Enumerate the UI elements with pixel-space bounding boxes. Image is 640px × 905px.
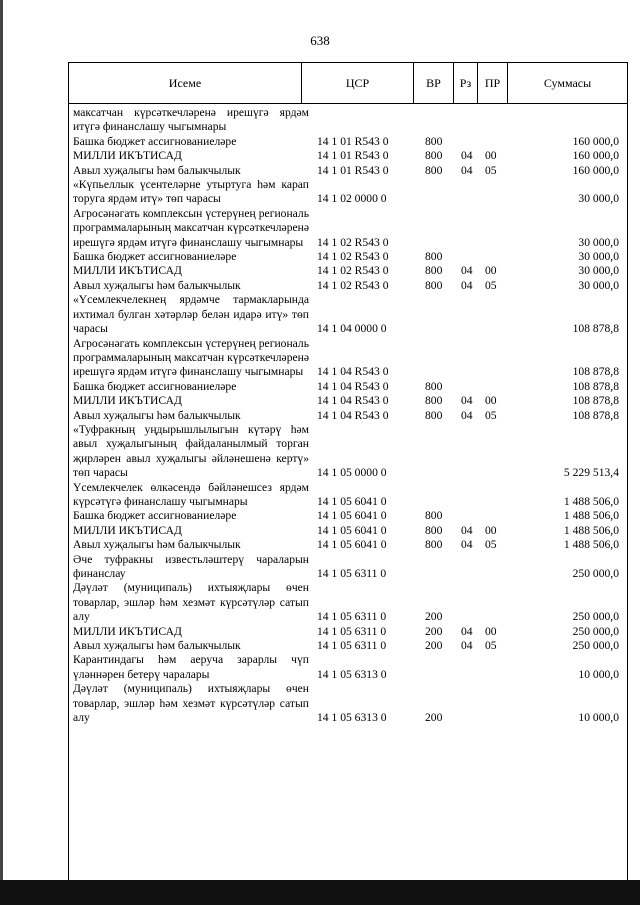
row-sum: 30 000,0 — [578, 235, 619, 249]
row-csr: 14 1 01 R543 0 — [317, 163, 389, 177]
page-number: 638 — [310, 33, 330, 48]
header-vr: ВР — [413, 63, 453, 103]
row-name: Агросәнәгать комплексын үстерүнең региональ программаларының максатчан күрсәткечләренә ирешүгә ярдәм итүгә финанслашу чыгымнары — [73, 336, 309, 379]
row-csr: 14 1 02 0000 0 — [317, 192, 387, 206]
row-name: Дәүләт (муниципаль) ихтыяҗлары өчен товарлар, эшләр һәм хезмәт күрсәтүләр сатып алу — [73, 581, 309, 624]
table-row — [73, 135, 625, 149]
table-row — [73, 553, 625, 582]
header-csr: ЦСР — [301, 63, 413, 103]
table-row — [73, 164, 625, 178]
table-row — [73, 538, 625, 552]
row-sum: 10 000,0 — [578, 667, 619, 681]
row-csr: 14 1 02 R543 0 — [317, 278, 389, 292]
row-sum: 250 000,0 — [572, 610, 619, 624]
row-sum: 30 000,0 — [578, 250, 619, 264]
row-csr: 14 1 05 6311 0 — [317, 639, 387, 653]
row-name: Авыл хуҗалыгы һәм балыкчылык — [73, 163, 241, 177]
row-csr: 14 1 04 R543 0 — [317, 394, 389, 408]
table-row — [73, 380, 625, 394]
table-row — [73, 625, 625, 639]
row-sum: 30 000,0 — [578, 192, 619, 206]
header-sum: Суммасы — [507, 63, 627, 103]
table-row — [73, 337, 625, 380]
row-name: МИЛЛИ ИКЪТИСАД — [73, 624, 182, 638]
table-row — [73, 524, 625, 538]
table-row — [73, 106, 625, 135]
row-sum: 30 000,0 — [578, 278, 619, 292]
row-csr: 14 1 04 R543 0 — [317, 379, 389, 393]
table-row — [73, 264, 625, 278]
table-row — [73, 653, 625, 682]
table-row — [73, 423, 625, 481]
table-row — [73, 509, 625, 523]
header-pr: ПР — [477, 63, 507, 103]
row-sum: 1 488 506,0 — [563, 494, 619, 508]
row-rz: 04 — [461, 278, 473, 292]
row-rz: 04 — [461, 163, 473, 177]
row-csr: 14 1 02 R543 0 — [317, 250, 389, 264]
row-sum: 160 000,0 — [572, 134, 619, 148]
row-sum: 108 878,8 — [572, 365, 619, 379]
row-name: МИЛЛИ ИКЪТИСАД — [73, 149, 182, 163]
row-csr: 14 1 02 R543 0 — [317, 264, 389, 278]
row-csr: 14 1 04 R543 0 — [317, 365, 389, 379]
row-csr: 14 1 05 6313 0 — [317, 711, 387, 725]
scan-border — [0, 0, 3, 880]
row-name: Авыл хуҗалыгы һәм балыкчылык — [73, 538, 241, 552]
row-rz: 04 — [461, 394, 473, 408]
row-rz: 04 — [461, 538, 473, 552]
row-csr: 14 1 05 6311 0 — [317, 610, 387, 624]
row-name: МИЛЛИ ИКЪТИСАД — [73, 523, 182, 537]
row-vr: 800 — [425, 394, 443, 408]
table-header — [68, 62, 628, 104]
table-row — [73, 149, 625, 163]
table-row — [73, 394, 625, 408]
row-csr: 14 1 05 6041 0 — [317, 523, 387, 537]
row-csr: 14 1 05 6311 0 — [317, 624, 387, 638]
row-vr: 800 — [425, 538, 443, 552]
row-sum: 108 878,8 — [572, 408, 619, 422]
table-row — [73, 682, 625, 725]
row-csr: 14 1 05 6311 0 — [317, 567, 387, 580]
row-sum: 30 000,0 — [578, 264, 619, 278]
row-pr: 00 — [485, 394, 497, 408]
row-name: Агросәнәгать комплексын үстерүнең региональ программаларының максатчан күрсәткечләренә ирешүгә ярдәм итүгә финанслашу чыгымнары — [73, 206, 309, 249]
row-vr: 200 — [425, 639, 443, 653]
row-vr: 200 — [425, 711, 443, 725]
row-rz: 04 — [461, 264, 473, 278]
row-pr: 05 — [485, 639, 497, 653]
table-rows — [73, 106, 625, 725]
row-rz: 04 — [461, 639, 473, 653]
row-csr: 14 1 04 R543 0 — [317, 408, 389, 422]
row-csr: 14 1 01 R543 0 — [317, 149, 389, 163]
row-pr: 00 — [485, 264, 497, 278]
row-name: «Үсемлекчелекнең ярдәмче тармакларында ихтимал булган хәтәрләр белән идарә итү» төп чарасы — [73, 293, 309, 336]
header-name: Исеме — [168, 76, 202, 90]
row-sum: 1 488 506,0 — [563, 523, 619, 537]
row-csr: 14 1 05 6041 0 — [317, 494, 387, 508]
row-sum: 250 000,0 — [572, 624, 619, 638]
row-name: МИЛЛИ ИКЪТИСАД — [73, 264, 182, 278]
header-rz: Рз — [453, 63, 477, 103]
row-name: Авыл хуҗалыгы һәм балыкчылык — [73, 639, 241, 653]
row-vr: 800 — [425, 523, 443, 537]
row-rz: 04 — [461, 408, 473, 422]
table-row — [73, 581, 625, 624]
table-row — [73, 409, 625, 423]
table-row — [73, 207, 625, 250]
row-pr: 00 — [485, 523, 497, 537]
row-pr: 05 — [485, 408, 497, 422]
row-name: Үсемлекчелек өлкәсендә бәйләнешсез ярдәм күрсәтүгә финанслашу чыгымнары — [73, 480, 309, 508]
row-name: Карантиндагы һәм аеруча зарарлы чүп үләннәрен бетерү чаралары — [73, 653, 309, 681]
row-name: Башка бюджет ассигнованиеләре — [73, 250, 237, 264]
scan-edge — [0, 880, 640, 905]
row-name: Авыл хуҗалыгы һәм балыкчылык — [73, 408, 241, 422]
budget-table — [68, 62, 628, 880]
row-sum: 160 000,0 — [572, 149, 619, 163]
row-name: Авыл хуҗалыгы һәм балыкчылык — [73, 278, 241, 292]
row-csr: 14 1 05 6313 0 — [317, 667, 387, 681]
row-vr: 800 — [425, 278, 443, 292]
row-rz: 04 — [461, 523, 473, 537]
row-name: Башка бюджет ассигнованиеләре — [73, 379, 237, 393]
row-sum: 1 488 506,0 — [563, 509, 619, 523]
row-csr: 14 1 05 0000 0 — [317, 466, 387, 480]
row-sum: 108 878,8 — [572, 322, 619, 336]
row-pr: 00 — [485, 149, 497, 163]
row-vr: 200 — [425, 624, 443, 638]
row-sum: 10 000,0 — [578, 711, 619, 725]
row-vr: 800 — [425, 163, 443, 177]
row-name: «Күпьеллык үсентеләрне утыртуга һәм карап торуга ярдәм итү» төп чарасы — [73, 178, 309, 206]
table-body — [68, 104, 628, 880]
row-sum: 108 878,8 — [572, 394, 619, 408]
row-vr: 200 — [425, 610, 443, 624]
table-row — [73, 481, 625, 510]
row-name: Әче туфракны известьләштерү чараларын финанслау — [73, 552, 309, 580]
row-csr: 14 1 05 6041 0 — [317, 509, 387, 523]
row-vr: 800 — [425, 134, 443, 148]
row-sum: 1 488 506,0 — [563, 538, 619, 552]
row-rz: 04 — [461, 624, 473, 638]
row-csr: 14 1 04 0000 0 — [317, 322, 387, 336]
row-vr: 800 — [425, 379, 443, 393]
row-pr: 00 — [485, 624, 497, 638]
row-sum: 250 000,0 — [572, 639, 619, 653]
row-name: максатчан күрсәткечләренә ирешүгә ярдәм итүгә финанслашу чыгымнары — [73, 106, 309, 134]
row-csr: 14 1 05 6041 0 — [317, 538, 387, 552]
table-row — [73, 279, 625, 293]
row-pr: 05 — [485, 163, 497, 177]
table-row — [73, 250, 625, 264]
table-row — [73, 639, 625, 653]
row-vr: 800 — [425, 264, 443, 278]
row-csr: 14 1 02 R543 0 — [317, 235, 389, 249]
row-vr: 800 — [425, 509, 443, 523]
row-sum: 5 229 513,4 — [563, 466, 619, 480]
row-name: Дәүләт (муниципаль) ихтыяҗлары өчен товарлар, эшләр һәм хезмәт күрсәтүләр сатып алу — [73, 682, 309, 725]
row-csr: 14 1 01 R543 0 — [317, 134, 389, 148]
row-pr: 05 — [485, 538, 497, 552]
row-sum: 250 000,0 — [572, 567, 619, 580]
row-name: Башка бюджет ассигнованиеләре — [73, 509, 237, 523]
row-vr: 800 — [425, 408, 443, 422]
row-rz: 04 — [461, 149, 473, 163]
row-pr: 05 — [485, 278, 497, 292]
row-name: «Туфракның уңдырышлылыгын күтәрү һәм авыл хуҗалыгының файдаланылмый торган җирләрен авыл хуҗалыгы әйләнешенә кертү» төп чарасы — [73, 422, 309, 480]
row-name: МИЛЛИ ИКЪТИСАД — [73, 394, 182, 408]
row-vr: 800 — [425, 149, 443, 163]
row-name: Башка бюджет ассигнованиеләре — [73, 134, 237, 148]
table-row — [73, 178, 625, 207]
row-vr: 800 — [425, 250, 443, 264]
row-sum: 108 878,8 — [572, 379, 619, 393]
row-sum: 160 000,0 — [572, 163, 619, 177]
table-row — [73, 293, 625, 336]
